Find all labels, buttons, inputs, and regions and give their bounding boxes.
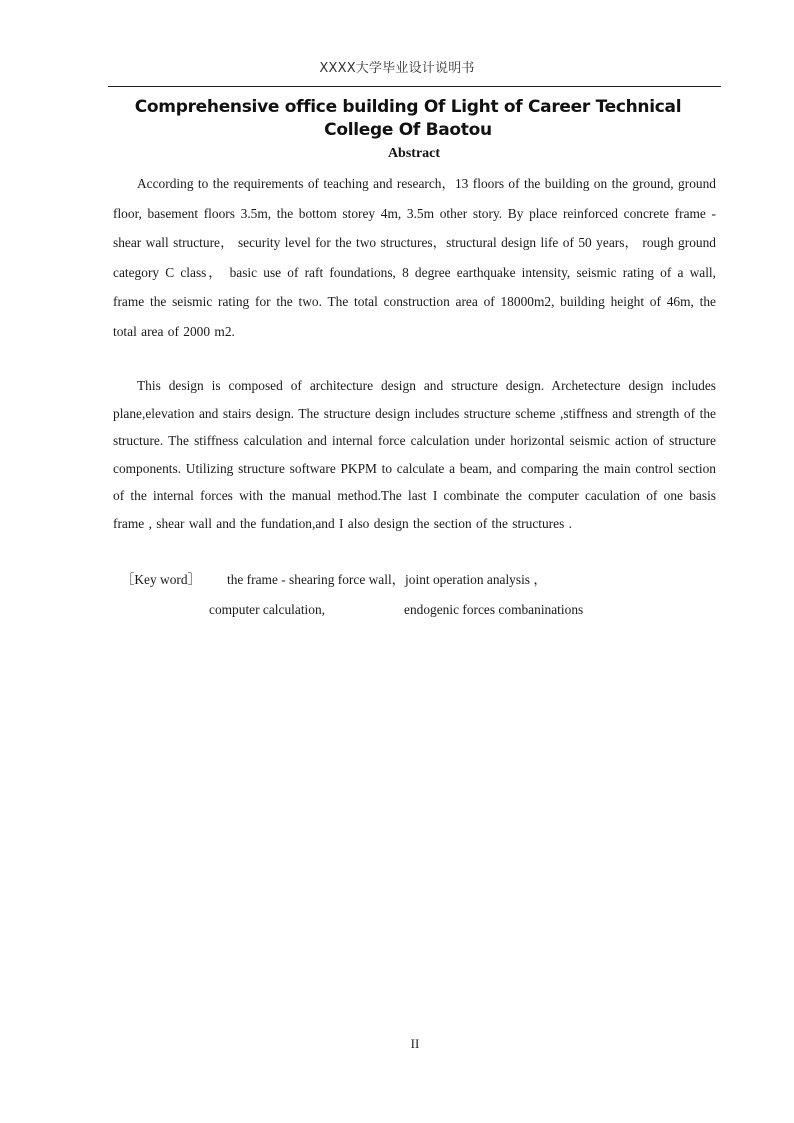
document-title [108, 96, 708, 142]
keywords-line [121, 570, 547, 590]
document-title-line-1: Comprehensive office building Of Light of Career Technical [134, 97, 682, 117]
abstract-paragraph-1 [113, 169, 716, 346]
abstract-paragraph-1-text: According to the requirements of teaching and research，13 floors of the building on the ground, ground floor, basement floors 3.5m, the bottom storey 4m, 3.5m other story. By place reinforced concrete frame - shear wall structure， security level for the two structures，structural design life of 50 years， rough ground category C class， basic use of raft foundations, 8 degree earthquake intensity, seismic rating of a wall, frame the seismic rating for the two. The total construction area of 18000m2, building height of 46m, the total area of 2000 m2. [113, 176, 716, 339]
running-header: XXXX大学毕业设计说明书 [319, 61, 475, 76]
keywords-label: ［Key word］ [121, 572, 201, 587]
keyword-item: endogenic forces combaninations [404, 602, 584, 617]
abstract-paragraph-2 [113, 372, 716, 537]
abstract-paragraph-2-text: This design is composed of architecture design and structure design. Archetecture design includes plane,elevation and stairs design. The structure design includes structure scheme ,stiffness and strength of the structure. The stiffness calculation and internal force calculation under horizontal seismic action of structure components. Utilizing structure software PKPM to calculate a beam, and comparing the main control section of the internal forces with the manual method.The last I combinate the computer caculation of one basis frame , shear wall and the fundation,and I also design the section of the structures . [113, 378, 716, 531]
keywords-text: the frame - shearing force wall，joint operation analysis ， [226, 572, 547, 587]
header-rule [108, 86, 721, 87]
page-number: II [410, 1036, 420, 1051]
keyword-item: computer calculation, [209, 602, 326, 617]
abstract-heading: Abstract [387, 146, 441, 161]
document-title-line-2: College Of Baotou [324, 120, 492, 140]
